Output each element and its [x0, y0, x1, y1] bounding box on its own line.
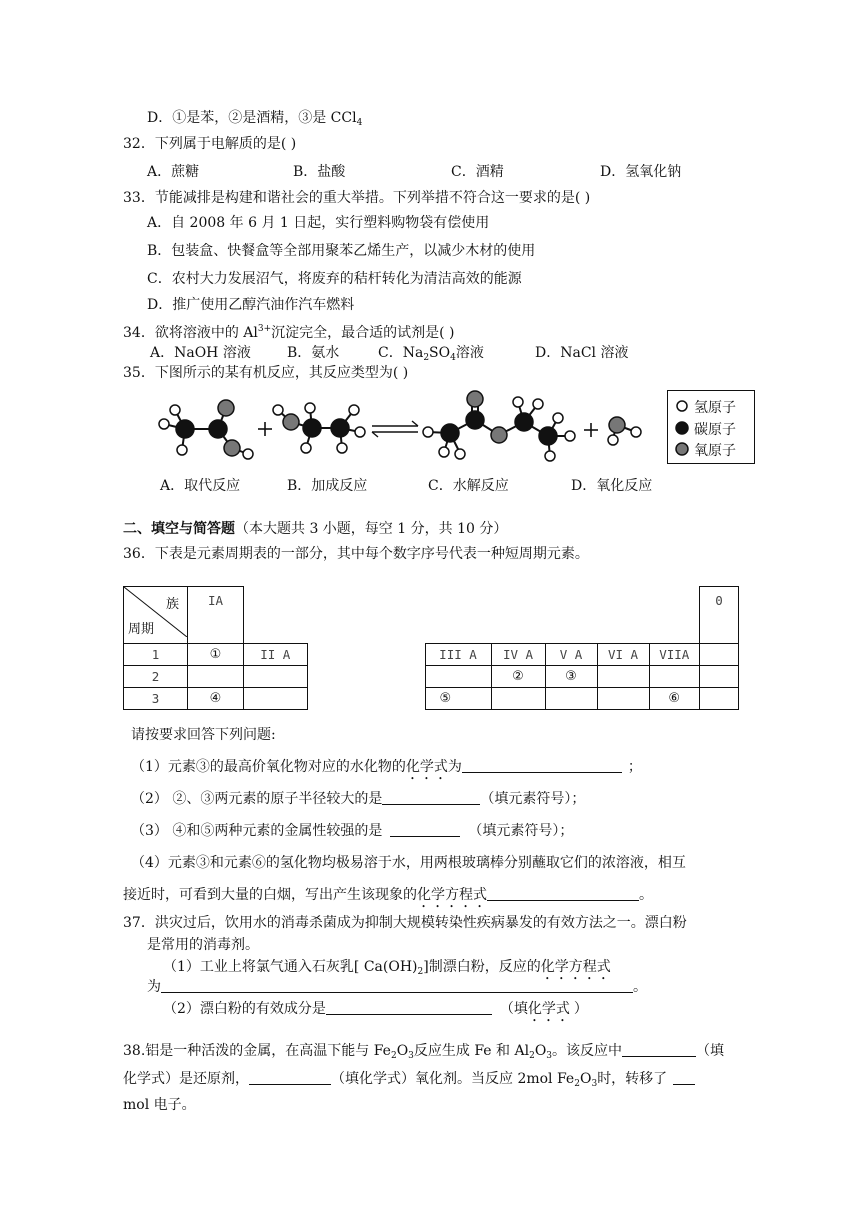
q32-option-a: A．蔗糖	[147, 164, 200, 180]
q31-option-d: D．①是苯，②是酒精，③是 CCl$_4$	[147, 110, 363, 128]
q37-blank-2[interactable]	[326, 1000, 492, 1015]
table-corner	[124, 587, 188, 644]
q38-blank-2[interactable]	[249, 1070, 331, 1085]
header-ia: IA	[188, 587, 244, 644]
q34-stem: 34．欲将溶液中的 $Al^{3+}$沉淀完全，最合适的试剂是( )	[123, 324, 455, 341]
q32-stem: 32．下列属于电解质的是( )	[123, 136, 297, 152]
q38-blank-1[interactable]	[622, 1042, 696, 1057]
period-2: 2	[124, 666, 188, 688]
q36-s4-b: 接近时，可看到大量的白烟，写出产生该现象的化学方程式 。	[123, 887, 653, 903]
element-2: ②	[491, 666, 545, 688]
q37-blank-1[interactable]	[161, 978, 633, 993]
q36-s2: （2） ②、③两元素的原子半径较大的是 （填元素符号）；	[131, 791, 586, 807]
q35-option-b: B．加成反应	[287, 478, 368, 494]
q33-option-a: A．自 2008 年 6 月 1 日起，实行塑料购物袋有偿使用	[147, 215, 490, 231]
element-6: ⑥	[649, 688, 700, 710]
header-viia: VIIA	[649, 644, 700, 666]
q33-stem: 33．节能减排是构建和谐社会的重大举措。下列举措不符合这一要求的是( )	[123, 190, 591, 206]
q36-s4: （4）元素③和元素⑥的氢化物均极易溶于水，用两根玻璃棒分别蘸取它们的浓溶液，相互	[131, 855, 686, 871]
header-iia: II A	[244, 644, 308, 666]
q34-option-a: A．NaOH 溶液	[150, 345, 251, 361]
q35-option-a: A．取代反应	[160, 478, 241, 494]
header-iiia: III A	[425, 644, 491, 666]
header-via: VI A	[597, 644, 649, 666]
q38-blank-3[interactable]	[673, 1070, 695, 1085]
q35-option-c: C．水解反应	[428, 478, 509, 494]
header-iva: IV A	[491, 644, 545, 666]
q36-blank-3[interactable]	[390, 822, 460, 837]
q36-prompt: 请按要求回答下列问题:	[131, 727, 276, 743]
q34-option-c: C．$Na_2SO_4$溶液	[378, 345, 484, 363]
q38-line-2: 化学式）是还原剂， （填化学式）氧化剂。当反应 2mol $Fe_2O_3$时，转移了	[123, 1069, 695, 1094]
q38-line-3: mol 电子。	[123, 1097, 196, 1113]
q36-blank-4[interactable]	[487, 886, 639, 901]
q37-stem: 37．洪灾过后，饮用水的消毒杀菌成为抑制大规模转染性疾病暴发的有效方法之一。漂白粉	[123, 915, 687, 931]
q32-option-d: D．氢氧化钠	[600, 164, 682, 180]
q32-option-b: B．盐酸	[293, 164, 346, 180]
q36-blank-1[interactable]	[462, 758, 622, 773]
q35-stem: 35．下图所示的某有机反应，其反应类型为( )	[123, 365, 409, 381]
header-va: V A	[545, 644, 597, 666]
q36-blank-2[interactable]	[382, 790, 480, 805]
q33-option-c: C．农村大力发展沼气，将废弃的秸杆转化为清洁高效的能源	[147, 271, 522, 287]
period-3: 3	[124, 688, 188, 710]
element-3: ③	[545, 666, 597, 688]
corner-group-label: 族	[165, 597, 179, 612]
q36-s3: （3） ④和⑤两种元素的金属性较强的是 （填元素符号）；	[131, 823, 574, 839]
q34-option-b: B．氨水	[287, 345, 340, 361]
legend-carbon: 碳原子	[694, 422, 736, 438]
q37-s2: （2）漂白粉的有效成分是 （填化学式 ）	[163, 1001, 588, 1017]
q33-option-b: B．包装盒、快餐盒等全部用聚苯乙烯生产，以减少木材的使用	[147, 243, 536, 259]
section2-heading: 二、填空与简答题（本大题共 3 小题，每空 1 分，共 10 分）	[123, 521, 508, 537]
q33-option-d: D．推广使用乙醇汽油作汽车燃料	[147, 297, 355, 313]
element-1: ①	[188, 644, 244, 666]
q36-stem: 36．下表是元素周期表的一部分，其中每个数字序号代表一种短周期元素。	[123, 546, 589, 562]
atom-legend	[667, 390, 755, 464]
corner-period-label: 周期	[128, 622, 155, 637]
q32-option-c: C．酒精	[451, 164, 504, 180]
legend-hydrogen: 氢原子	[694, 400, 736, 416]
reaction-diagram	[150, 388, 655, 470]
legend-oxygen: 氧原子	[694, 443, 736, 459]
periodic-table	[123, 586, 739, 710]
period-1: 1	[124, 644, 188, 666]
element-5: ⑤	[425, 688, 491, 710]
q38-line-1: 38.铝是一种活泼的金属，在高温下能与 $Fe_2O_3$反应生成 Fe 和 $Al_2O_3$。该反应中 （填	[123, 1043, 725, 1061]
q37-s1: （1）工业上将氯气通入石灰乳[ $Ca(OH)_2$]制漂白粉，反应的化学方程式	[163, 959, 611, 977]
q36-s1: （1）元素③的最高价氧化物对应的水化物的化学式为 ；	[131, 759, 642, 775]
q37-s1-b: 为 。	[147, 979, 647, 995]
header-0: 0	[700, 587, 739, 644]
q34-option-d: D．NaCl 溶液	[535, 345, 629, 361]
q37-stem-2: 是常用的消毒剂。	[147, 937, 259, 953]
element-4: ④	[188, 688, 244, 710]
q35-option-d: D．氧化反应	[571, 478, 653, 494]
